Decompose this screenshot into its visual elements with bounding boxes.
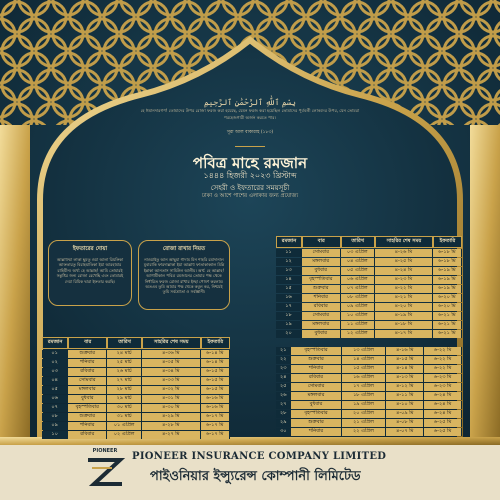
table-row [42,431,230,439]
table-row [276,374,462,382]
table-cell: ৬-১৭ মি [201,413,230,421]
table-cell: ২৮ মার্চ [107,386,142,394]
table-cell: ৪-০৮ মি [386,419,424,427]
schedule-heading: সেহরী ও ইফতারের সময়সূচী [210,184,290,192]
dua-niyat-box [138,240,230,310]
company-name-bn: পাইওনিয়ার ইন্স্যুরেন্স কোম্পানী লিমিটেড [150,469,361,484]
table-cell: ৪-১৯ মি [375,312,433,320]
table-cell: ২৪ মার্চ [107,350,142,358]
table-cell: ৪-২৫ মি [375,258,433,266]
table-cell: রবিবার [68,368,107,376]
table-row [42,377,230,385]
table-cell: ২৯ মার্চ [107,395,142,403]
table-cell: ২৮ [276,410,291,418]
table-cell: মঙ্গলবার [291,392,341,400]
schedule-table-left [42,336,230,440]
table-cell: ১১ এপ্রিল [341,321,376,329]
table-cell: বৃহস্পতিবার [302,276,340,284]
table-cell: মঙ্গলবার [302,321,340,329]
dua-niyat-heading: রোজা রাখার নিয়ত [162,246,206,252]
table-cell: ১১ [276,249,302,257]
table-cell: ৬-২৩ মি [424,374,462,382]
verse-source: সূরা আল বাকারাহ (১৮৩) [226,130,274,135]
table-cell: ৪-২৬ মি [375,249,433,257]
table-body [42,350,230,439]
table-row [276,267,462,275]
table-cell: ০৮ [42,413,68,421]
table-row [42,359,230,367]
table-cell: ৬-১৪ মি [201,359,230,367]
column-header: তারিখ [341,236,376,248]
table-cell: ২৬ মার্চ [107,368,142,376]
table-cell: ১৯ এপ্রিল [342,401,387,409]
table-cell: ১০ [42,431,68,439]
dua-iftar-box [48,240,132,306]
table-cell: ২৯ [276,419,291,427]
table-cell: ৪-১৭ মি [375,330,433,338]
table-row [276,330,462,338]
table-cell: শনিবার [68,422,107,430]
table-cell: ৬-১৬ মি [201,404,230,412]
table-cell: ৬-১৭ মি [201,431,230,439]
table-cell: ১৬ এপ্রিল [342,374,387,382]
table-cell: সোমবার [302,249,340,257]
table-cell: ০৭ [42,404,68,412]
table-body [276,347,462,436]
table-cell: বুধবার [68,395,107,403]
table-cell: ৬-১৯ মি [433,285,462,293]
table-cell: ৬-১৬ মি [201,395,230,403]
table-cell: ০৫ [42,386,68,394]
table-cell: ৪-৩৬ মি [142,350,201,358]
table-cell: ১৪ [276,276,302,284]
table-row [276,419,462,427]
dua-iftar-text: আল্লাহুম্মা লাকা ছুমতু ওয়া আলা রিযক্বিকা আফতারতু বিরাহমাতিকা ইয়া আরহামার রাহিমীন। অর্থ: হে আল্লাহ! আমি তোমারই সন্তুষ্টির জন্য রোজা রেখেছি এবং তোমারই দেয়া রিযিক দ্বারা ইফতার করছি। [56,257,124,284]
table-cell: ০১ এপ্রিল [107,422,142,430]
region-note: ঢাকা ও আশে পাশের এলাকার জন্য প্রযোজ্য [201,193,299,199]
table-row [276,428,462,436]
table-cell: ৪-০৯ মি [386,410,424,418]
table-cell: মঙ্গলবার [68,386,107,394]
table-cell: বৃহস্পতিবার [68,404,107,412]
schedule-table-right-bottom [276,346,462,437]
table-cell: ৬-১৭ মি [201,422,230,430]
table-cell: শুক্রবার [291,419,341,427]
table-cell: ৪-৩০ মি [142,404,201,412]
table-cell: রবিবার [291,374,341,382]
table-cell: ২২ [276,356,291,364]
logo-text: PIONEER [92,448,118,454]
page-title: পবিত্র মাহে রমজান [192,154,308,172]
table-cell: ১৪ এপ্রিল [342,356,387,364]
table-cell: ৪-৩৫ মি [142,359,201,367]
table-cell: ২৫ [276,383,291,391]
table-cell: ২৪ [276,374,291,382]
table-cell: ৬-২২ মি [424,365,462,373]
table-row [276,303,462,311]
table-row [276,392,462,400]
table-cell: মঙ্গলবার [302,258,340,266]
table-cell: সোমবার [291,383,341,391]
table-cell: ৪-১০ মি [386,401,424,409]
table-row [42,386,230,394]
table-cell: ৪-১৬ মি [386,347,424,355]
table-row [276,356,462,364]
table-cell: ০৯ [42,422,68,430]
table-row [276,285,462,293]
table-cell: ৪-৩১ মি [142,395,201,403]
table-cell: ০৪ এপ্রিল [341,258,376,266]
table-cell: ১৩ এপ্রিল [342,347,387,355]
table-cell: শুক্রবার [68,413,107,421]
table-cell: ৩১ মার্চ [107,413,142,421]
schedule-table-right-top [276,235,462,339]
quran-verse: হে ঈমানদারগণ! তোমাদের উপর রোজা ফরজ করা হয়েছে, যেমন ফরজ করা হয়েছিল তোমাদের পূর্ববর্তী লোকদের উপর, যেন তোমরা পরহেজগারী অর্জন করতে পার। [140,108,360,120]
table-cell: ৬-২২ মি [424,347,462,355]
table-cell: বুধবার [302,267,340,275]
table-cell: ০৮ এপ্রিল [341,294,376,302]
table-row [42,395,230,403]
table-row [276,249,462,257]
table-cell: ৪-৩৪ মি [142,368,201,376]
company-logo [82,448,128,492]
table-cell: ৪-২৯ মি [142,413,201,421]
dua-iftar-heading: ইফতারের দোয়া [72,246,108,252]
table-cell: ৬-২০ মি [433,303,462,311]
table-cell: ১০ এপ্রিল [341,312,376,320]
table-cell: ০১ [42,350,68,358]
table-cell: ১২ এপ্রিল [341,330,376,338]
table-cell: ২০ [276,330,302,338]
year-subtitle: ১৪৪৪ হিজরী ২০২৩ খ্রিস্টাব্দ [203,171,297,180]
table-cell: ৬-২৩ মি [424,383,462,391]
table-cell: ৬-১৫ মি [201,377,230,385]
table-row [276,365,462,373]
table-row [276,276,462,284]
table-cell: ৬-১৮ মি [433,258,462,266]
column-header: রমজান [42,337,68,349]
table-cell: ১৫ [276,285,302,293]
table-body [276,249,462,338]
column-header: তারিখ [107,337,142,349]
table-cell: ৬-২২ মি [424,356,462,364]
table-cell: ৪-২২ মি [375,285,433,293]
table-row [276,294,462,302]
table-cell: শুক্রবার [302,285,340,293]
company-name-en: PIONEER INSURANCE COMPANY LIMITED [132,451,387,462]
table-cell: ২০ এপ্রিল [342,410,387,418]
table-cell: শনিবার [291,365,341,373]
table-row [276,347,462,355]
table-cell: শনিবার [302,294,340,302]
column-header: বার [68,337,107,349]
table-cell: ২৭ [276,401,291,409]
column-header: ইফতারি [201,337,230,349]
table-cell: ১৮ এপ্রিল [342,392,387,400]
table-cell: ১৭ এপ্রিল [342,383,387,391]
table-cell: ২২ এপ্রিল [342,428,387,436]
table-cell: শুক্রবার [68,350,107,358]
table-cell: রবিবার [302,303,340,311]
table-cell: শনিবার [291,428,341,436]
table-cell: ৪-২৮ মি [142,422,201,430]
table-cell: ৪-১৮ মি [375,321,433,329]
logo-mark-icon [82,448,128,492]
dua-niyat-text: নাওয়াইতু আন আছুমা গাদাম মিন শাহরি রমাদানাল মুবারাকি ফারদাল্লাকা ইয়া আল্লাহু ফাতাকাব্বাল মিন্নি ইন্নাকা আনতাস সামিউল আলীম। অর্থ: হে আল্লাহ! আগামীকাল পবিত্র রমজানের তোমার পক্ষ থেকে নির্ধারিত ফরজ রোজা রাখার ইচ্ছা পোষণ করলাম। অতএব তুমি আমার পক্ষ থেকে কবুল কর, নিশ্চয়ই তুমি সর্বশ্রোতা ও সর্বজ্ঞানী। [143,257,225,295]
table-cell: ৬-২১ মি [433,312,462,320]
table-cell: ১৮ [276,312,302,320]
table-row [276,383,462,391]
table-cell: ১৩ [276,267,302,275]
table-cell: ৬-২৪ মি [424,401,462,409]
table-cell: শুক্রবার [291,356,341,364]
table-cell: ৪-১৫ মি [386,356,424,364]
table-cell: বৃহস্পতিবার [291,347,341,355]
table-cell: ১৬ [276,294,302,302]
table-cell: ৪-২১ মি [375,294,433,302]
table-header-row [42,337,230,349]
table-cell: বৃহস্পতিবার [291,410,341,418]
table-cell: ৩০ [276,428,291,436]
table-cell: ৬-২১ মি [433,330,462,338]
table-cell: ৪-১৩ মি [386,374,424,382]
table-cell: ০২ এপ্রিল [107,431,142,439]
table-cell: বুধবার [302,330,340,338]
table-cell: ২৩ [276,365,291,373]
table-cell: ৬-২৪ মি [424,392,462,400]
column-header: সাহরির শেষ সময় [375,236,433,248]
table-cell: ০৬ [42,395,68,403]
table-cell: ২৬ [276,392,291,400]
bismillah-text: بِسْمِ ٱللَّٰهِ ٱلرَّحْمَٰنِ ٱلرَّحِيمِ [203,98,296,107]
table-cell: ০৬ এপ্রিল [341,276,376,284]
table-row [42,404,230,412]
table-cell: ২৭ মার্চ [107,377,142,385]
column-header: ইফতারি [433,236,462,248]
table-cell: ৬-২৪ মি [424,410,462,418]
table-cell: ১২ [276,258,302,266]
column-header: রমজান [276,236,302,248]
table-cell: ৪-১৪ মি [386,365,424,373]
table-cell: ৪-১১ মি [386,392,424,400]
column-header: সাহরির শেষ সময় [142,337,201,349]
table-cell: ৪-০৭ মি [386,428,424,436]
table-row [42,368,230,376]
table-cell: ২১ [276,347,291,355]
table-cell: ৬-১৫ মি [201,368,230,376]
table-cell: সোমবার [302,312,340,320]
table-cell: রবিবার [68,431,107,439]
table-cell: ৪-২৪ মি [375,267,433,275]
table-cell: ৩০ মার্চ [107,404,142,412]
table-cell: ৬-২৫ মি [424,428,462,436]
table-cell: ০৩ [42,368,68,376]
table-row [42,422,230,430]
table-cell: ০৯ এপ্রিল [341,303,376,311]
table-cell: ২৫ মার্চ [107,359,142,367]
table-cell: ০৫ এপ্রিল [341,267,376,275]
table-cell: ৪-৩৩ মি [142,377,201,385]
table-cell: শনিবার [68,359,107,367]
column-header: বার [302,236,340,248]
table-cell: ৬-১৫ মি [201,386,230,394]
table-cell: ১৫ এপ্রিল [342,365,387,373]
table-cell: ১৯ [276,321,302,329]
table-header-row [276,236,462,248]
table-row [276,410,462,418]
table-cell: বুধবার [291,401,341,409]
table-row [42,350,230,358]
table-cell: ৬-১৯ মি [433,267,462,275]
table-cell: ২১ এপ্রিল [342,419,387,427]
table-cell: ৪-২৩ মি [375,276,433,284]
table-cell: ০২ [42,359,68,367]
table-cell: ৬-১৮ মি [433,249,462,257]
table-cell: ৬-১৯ মি [433,276,462,284]
table-row [276,312,462,320]
table-row [42,413,230,421]
table-cell: ৬-২০ মি [433,294,462,302]
table-cell: ৪-৩২ মি [142,386,201,394]
table-cell: ০৪ [42,377,68,385]
table-cell: ০৩ এপ্রিল [341,249,376,257]
table-cell: ৪-১২ মি [386,383,424,391]
table-cell: ১৭ [276,303,302,311]
table-cell: ৪-২০ মি [375,303,433,311]
table-row [276,401,462,409]
table-cell: ৬-২১ মি [433,321,462,329]
table-row [276,258,462,266]
table-row [276,321,462,329]
table-cell: ৪-২৭ মি [142,431,201,439]
table-cell: ৬-১৪ মি [201,350,230,358]
table-cell: সোমবার [68,377,107,385]
table-cell: ০৭ এপ্রিল [341,285,376,293]
table-cell: ৬-২৫ মি [424,419,462,427]
